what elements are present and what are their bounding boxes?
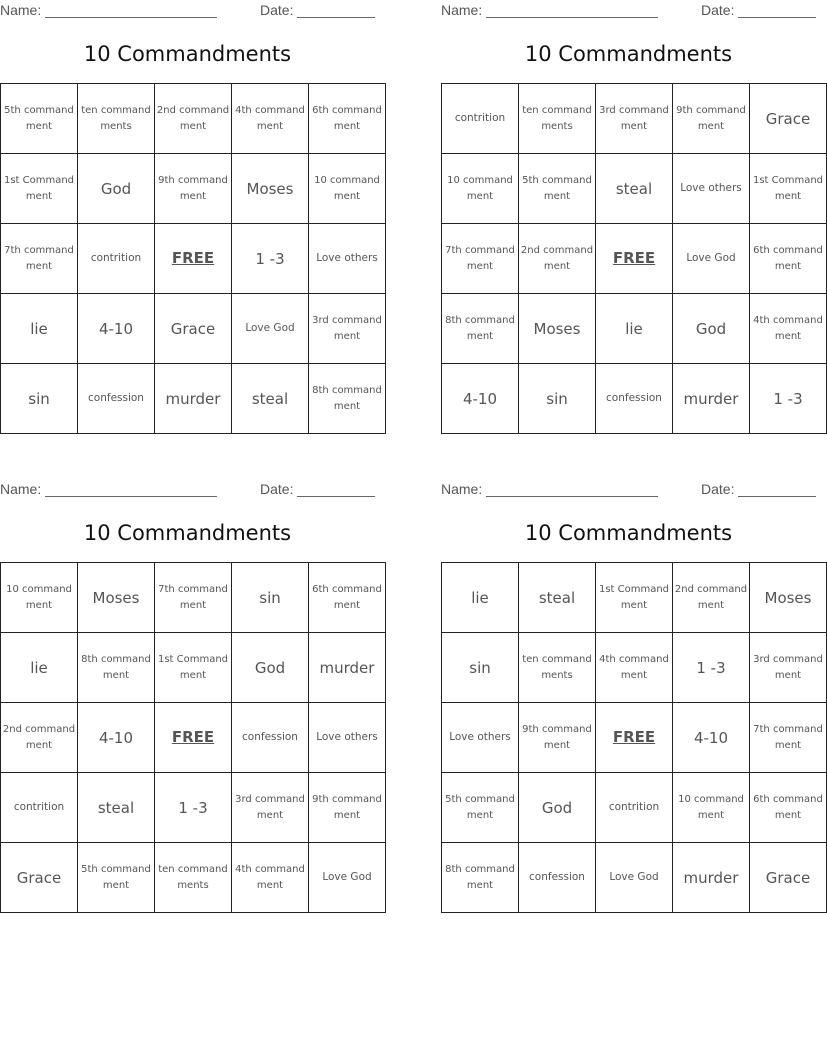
bingo-cell[interactable]: contrition	[78, 224, 155, 294]
bingo-cell[interactable]: 5th commandment	[78, 843, 155, 913]
bingo-cell[interactable]: Love God	[309, 843, 386, 913]
date-field-line[interactable]	[297, 496, 375, 497]
bingo-grid	[441, 562, 827, 913]
bingo-cell[interactable]: 6th commandment	[750, 773, 827, 843]
bingo-cell[interactable]: Love others	[442, 703, 519, 773]
bingo-cell[interactable]: 4th commandment	[232, 843, 309, 913]
bingo-cell[interactable]: steal	[78, 773, 155, 843]
free-space[interactable]: FREE	[155, 224, 232, 294]
bingo-cell[interactable]: murder	[673, 843, 750, 913]
bingo-cell[interactable]: 1 -3	[750, 364, 827, 434]
bingo-cell[interactable]: Love others	[673, 154, 750, 224]
grid-row	[442, 773, 827, 843]
card-title: 10 Commandments	[524, 521, 733, 545]
bingo-cell[interactable]: Moses	[232, 154, 309, 224]
bingo-cell[interactable]: 1st Commandment	[750, 154, 827, 224]
bingo-cell[interactable]: steal	[519, 563, 596, 633]
bingo-cell[interactable]: 4-10	[442, 364, 519, 434]
bingo-cell[interactable]: confession	[78, 364, 155, 434]
bingo-cell[interactable]: sin	[519, 364, 596, 434]
grid-row	[442, 703, 827, 773]
bingo-cell[interactable]: confession	[232, 703, 309, 773]
bingo-cell[interactable]: 9th commandment	[673, 84, 750, 154]
bingo-cell[interactable]: steal	[596, 154, 673, 224]
grid-row	[1, 703, 386, 773]
bingo-cell[interactable]: 5th commandment	[519, 154, 596, 224]
bingo-cell[interactable]: 2nd commandment	[673, 563, 750, 633]
grid-row	[442, 364, 827, 434]
bingo-cell[interactable]: sin	[1, 364, 78, 434]
free-space[interactable]: FREE	[155, 703, 232, 773]
bingo-cell[interactable]: 10 commandment	[673, 773, 750, 843]
date-label: Date:	[260, 2, 294, 18]
bingo-cell[interactable]: 10 commandment	[442, 154, 519, 224]
grid-row	[442, 154, 827, 224]
bingo-cell[interactable]: 7th commandment	[750, 703, 827, 773]
bingo-card-1	[0, 0, 382, 432]
bingo-cell[interactable]: murder	[155, 364, 232, 434]
bingo-cell[interactable]: God	[78, 154, 155, 224]
bingo-cell[interactable]: lie	[596, 294, 673, 364]
name-label: Name:	[441, 2, 483, 18]
name-label: Name:	[441, 481, 483, 497]
bingo-cell[interactable]: God	[232, 633, 309, 703]
bingo-cell[interactable]: 2nd commandment	[1, 703, 78, 773]
bingo-cell[interactable]: lie	[1, 294, 78, 364]
bingo-cell[interactable]: 4-10	[78, 294, 155, 364]
bingo-cell[interactable]: 4-10	[78, 703, 155, 773]
bingo-cell[interactable]: 10 commandment	[309, 154, 386, 224]
bingo-cell[interactable]: contrition	[1, 773, 78, 843]
name-field-line[interactable]	[45, 496, 217, 497]
bingo-cell[interactable]: steal	[232, 364, 309, 434]
grid-row	[442, 294, 827, 364]
bingo-cell[interactable]: Grace	[1, 843, 78, 913]
bingo-cell[interactable]: 4th commandment	[232, 84, 309, 154]
bingo-cell[interactable]: Moses	[78, 563, 155, 633]
bingo-cell[interactable]: 3rd commandment	[750, 633, 827, 703]
date-field-line[interactable]	[297, 17, 375, 18]
bingo-cell[interactable]: 3rd commandment	[596, 84, 673, 154]
bingo-cell[interactable]: 7th commandment	[155, 563, 232, 633]
bingo-cell[interactable]: 1st Commandment	[1, 154, 78, 224]
bingo-cell[interactable]: Grace	[750, 84, 827, 154]
bingo-cell[interactable]: 4th commandment	[596, 633, 673, 703]
bingo-cell[interactable]: 6th commandment	[309, 84, 386, 154]
bingo-cell[interactable]: Grace	[155, 294, 232, 364]
grid-row	[1, 154, 386, 224]
name-date-row	[0, 481, 375, 499]
grid-row	[442, 843, 827, 913]
bingo-cell[interactable]: confession	[519, 843, 596, 913]
bingo-cell[interactable]: contrition	[442, 84, 519, 154]
bingo-cell[interactable]: sin	[232, 563, 309, 633]
bingo-cell[interactable]: 6th commandment	[750, 224, 827, 294]
bingo-cell[interactable]: 7th commandment	[442, 224, 519, 294]
date-field-line[interactable]	[738, 17, 816, 18]
bingo-cell[interactable]: murder	[309, 633, 386, 703]
bingo-cell[interactable]: 2nd commandment	[519, 224, 596, 294]
bingo-cell[interactable]: God	[673, 294, 750, 364]
bingo-cell[interactable]: 8th commandment	[442, 843, 519, 913]
bingo-cell[interactable]: 5th commandment	[442, 773, 519, 843]
bingo-cell[interactable]: 9th commandment	[309, 773, 386, 843]
bingo-cell[interactable]: 3rd commandment	[232, 773, 309, 843]
grid-row	[1, 563, 386, 633]
free-space[interactable]: FREE	[596, 703, 673, 773]
bingo-cell[interactable]: Love God	[673, 224, 750, 294]
grid-row	[1, 224, 386, 294]
bingo-cell[interactable]: ten commandments	[78, 84, 155, 154]
bingo-cell[interactable]: 9th commandment	[155, 154, 232, 224]
bingo-cell[interactable]: 1st Commandment	[155, 633, 232, 703]
name-date-row	[441, 2, 816, 20]
bingo-cell[interactable]: 1 -3	[673, 633, 750, 703]
bingo-cell[interactable]: ten commandments	[519, 84, 596, 154]
bingo-cell[interactable]: 1 -3	[155, 773, 232, 843]
bingo-cell[interactable]: Love God	[232, 294, 309, 364]
bingo-cell[interactable]: 8th commandment	[442, 294, 519, 364]
bingo-cell[interactable]: 2nd commandment	[155, 84, 232, 154]
grid-row	[1, 294, 386, 364]
grid-row	[1, 773, 386, 843]
bingo-cell[interactable]: 8th commandment	[309, 364, 386, 434]
bingo-cell[interactable]: Grace	[750, 843, 827, 913]
bingo-cell[interactable]: Moses	[519, 294, 596, 364]
bingo-cell[interactable]: ten commandments	[155, 843, 232, 913]
bingo-cell[interactable]: sin	[442, 633, 519, 703]
name-label: Name:	[0, 481, 42, 497]
bingo-grid	[0, 83, 386, 434]
bingo-cell[interactable]: 3rd commandment	[309, 294, 386, 364]
bingo-card-4	[441, 479, 823, 911]
date-label: Date:	[701, 2, 735, 18]
bingo-cell[interactable]: Love God	[596, 843, 673, 913]
bingo-card-2	[441, 0, 824, 432]
bingo-cell[interactable]: murder	[673, 364, 750, 434]
grid-row	[442, 633, 827, 703]
date-field-line[interactable]	[738, 496, 816, 497]
bingo-cell[interactable]: contrition	[596, 773, 673, 843]
grid-row	[442, 84, 827, 154]
grid-row	[442, 563, 827, 633]
card-title: 10 Commandments	[524, 42, 733, 66]
bingo-card-3	[0, 479, 382, 911]
card-title: 10 Commandments	[83, 521, 292, 545]
date-label: Date:	[701, 481, 735, 497]
bingo-grid	[0, 562, 386, 913]
bingo-cell[interactable]: Love others	[309, 224, 386, 294]
bingo-cell[interactable]: 9th commandment	[519, 703, 596, 773]
bingo-grid	[441, 83, 827, 434]
bingo-cell[interactable]: lie	[1, 633, 78, 703]
name-label: Name:	[0, 2, 42, 18]
name-field-line[interactable]	[45, 17, 217, 18]
name-date-row	[441, 481, 816, 499]
bingo-cell[interactable]: 8th commandment	[78, 633, 155, 703]
name-field-line[interactable]	[486, 17, 658, 18]
bingo-cell[interactable]: 7th commandment	[1, 224, 78, 294]
date-label: Date:	[260, 481, 294, 497]
bingo-cell[interactable]: Moses	[750, 563, 827, 633]
bingo-cell[interactable]: 1 -3	[232, 224, 309, 294]
card-title: 10 Commandments	[83, 42, 292, 66]
grid-row	[1, 843, 386, 913]
bingo-cell[interactable]: ten commandments	[519, 633, 596, 703]
bingo-cell[interactable]: God	[519, 773, 596, 843]
bingo-cell[interactable]: Love others	[309, 703, 386, 773]
grid-row	[442, 224, 827, 294]
bingo-cell[interactable]: 6th commandment	[309, 563, 386, 633]
grid-row	[1, 364, 386, 434]
bingo-cell[interactable]: 4th commandment	[750, 294, 827, 364]
bingo-cell[interactable]: lie	[442, 563, 519, 633]
grid-row	[1, 633, 386, 703]
bingo-cell[interactable]: 5th commandment	[1, 84, 78, 154]
bingo-cell[interactable]: confession	[596, 364, 673, 434]
free-space[interactable]: FREE	[596, 224, 673, 294]
bingo-cell[interactable]: 4-10	[673, 703, 750, 773]
grid-row	[1, 84, 386, 154]
bingo-cell[interactable]: 1st Commandment	[596, 563, 673, 633]
name-date-row	[0, 2, 375, 20]
name-field-line[interactable]	[486, 496, 658, 497]
bingo-cell[interactable]: 10 commandment	[1, 563, 78, 633]
